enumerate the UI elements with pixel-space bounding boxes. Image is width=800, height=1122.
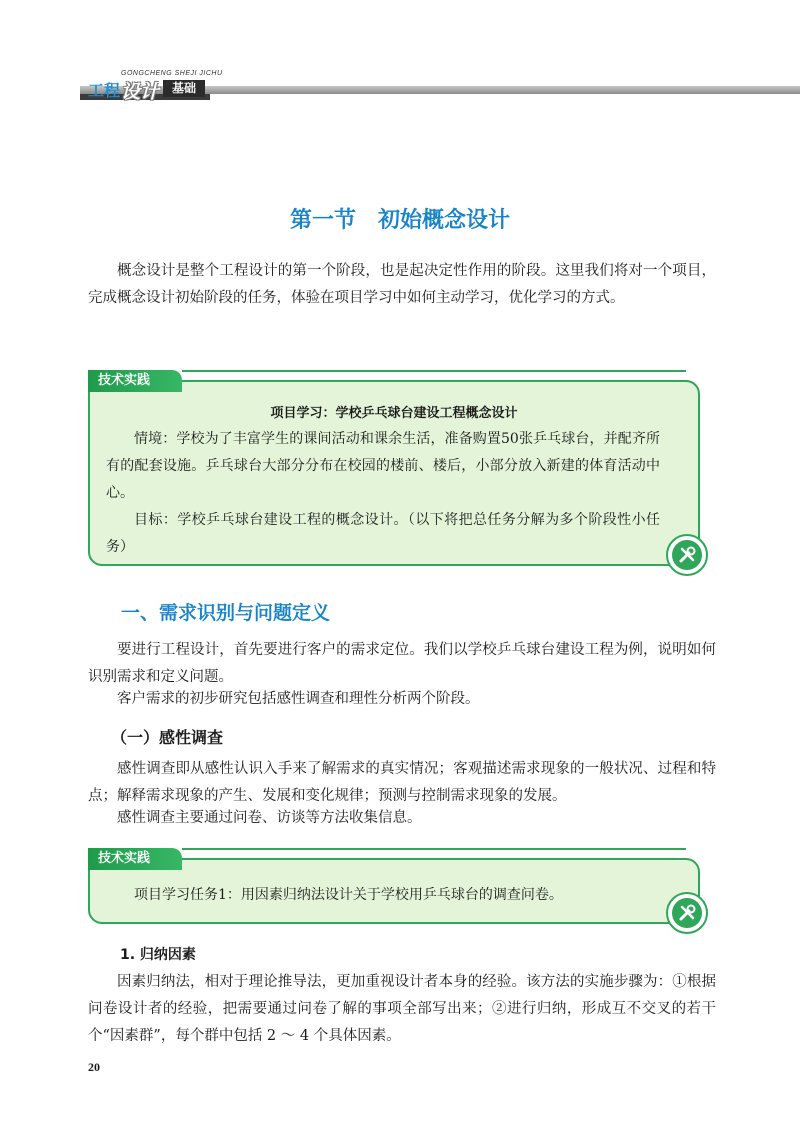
intro-paragraph: 概念设计是整个工程设计的第一个阶段，也是起决定性作用的阶段。这里我们将对一个项目，完成概念设计初始阶段的任务，体验在项目学习中如何主动学习，优化学习的方式。 [88,263,716,306]
practice-label: 技术实践 [88,848,182,870]
paragraph-4: 感性调查主要通过问卷、访谈等方法收集信息。 [117,810,422,826]
practice-top-rule [182,848,686,850]
book-logo-gong: 工程 [88,83,121,100]
subheading-perceptual-survey: （一）感性调查 [111,728,224,747]
practice-label: 技术实践 [88,370,182,392]
heading-requirements: 一、需求识别与问题定义 [121,602,331,624]
section-title: 第一节 初始概念设计 [289,208,510,233]
book-logo-sheji: 设计 [121,82,160,103]
practice-scenario: 情境：学校为了丰富学生的课间活动和课余生活，准备购置50张乒乓球台，并配齐所有的配套设施。乒乓球台大部分分布在校园的楼前、楼后，小部分放入新建的体育活动中心。 [106,431,660,501]
tools-icon [666,534,708,576]
book-logo-jichu: 基础 [163,80,205,97]
paragraph-1: 要进行工程设计，首先要进行客户的需求定位。我们以学校乒乓球台建设工程为例，说明如何识别需求和定义问题。 [88,642,716,685]
page-header [0,60,800,110]
practice-goal: 目标：学校乒乓球台建设工程的概念设计。（以下将把总任务分解为多个阶段性小任务） [106,512,660,555]
practice-box-2 [88,848,700,924]
practice-box-1 [88,370,700,566]
paragraph-2: 客户需求的初步研究包括感性调查和理性分析两个阶段。 [117,691,480,707]
subheading-induction-factors: 1. 归纳因素 [120,947,196,963]
practice-heading: 项目学习：学校乒乓球台建设工程概念设计 [270,406,518,421]
book-logo-pinyin: GONGCHENG SHEJI JICHU [121,70,223,77]
page-number: 20 [88,1060,100,1074]
tools-icon [666,892,708,934]
practice-top-rule [182,370,686,372]
paragraph-5: 因素归纳法，相对于理论推导法，更加重视设计者本身的经验。该方法的实施步骤为：①根据问卷设计者的经验，把需要通过问卷了解的事项全部写出来；②进行归纳，形成互不交叉的若干个“因素群”，每个群中包括 2 ～ 4 个具体因素。 [88,974,716,1044]
paragraph-3: 感性调查即从感性认识入手来了解需求的真实情况；客观描述需求现象的一般状况、过程和特点；解释需求现象的产生、发展和变化规律；预测与控制需求现象的发展。 [88,761,716,804]
practice-task: 项目学习任务1：用因素归纳法设计关于学校用乒乓球台的调查问卷。 [134,887,563,903]
